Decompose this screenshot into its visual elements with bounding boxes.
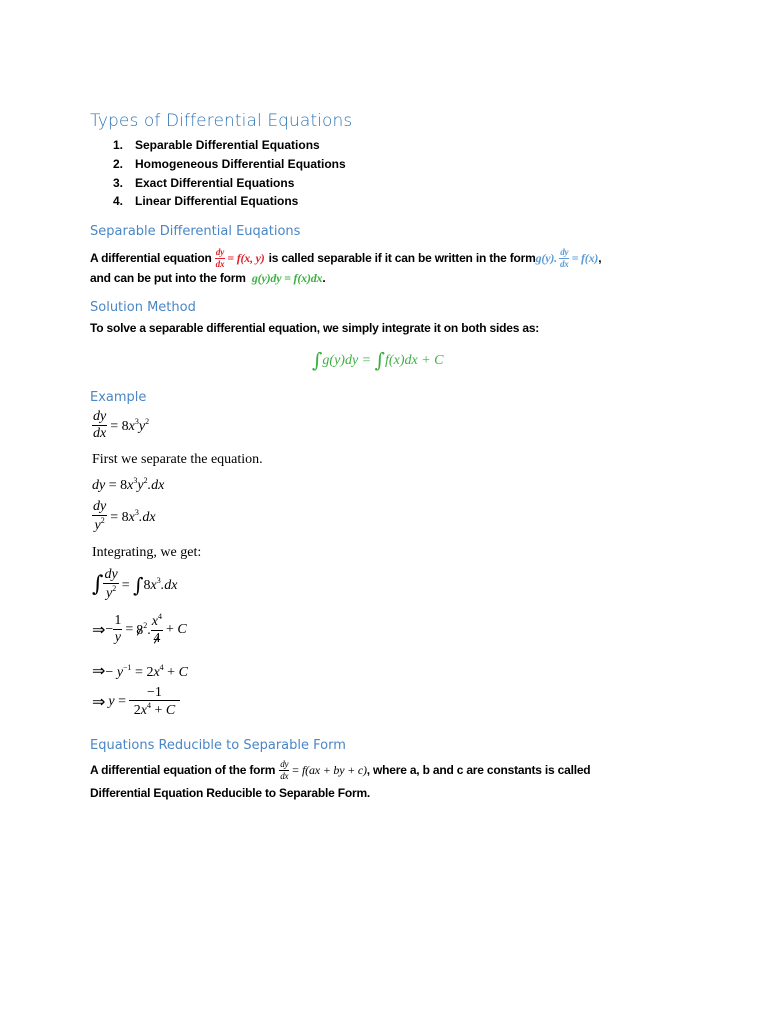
list-item bbox=[113, 176, 294, 190]
definition-text: A differential equation of the form bbox=[90, 763, 276, 777]
solution-text: To solve a separable differential equation, we simply integrate it on both sides as: bbox=[90, 321, 540, 335]
example-equation-6: ⇒− $y^{-1} = 2x^4 + C$ bbox=[92, 663, 188, 680]
section-heading-solution: Solution Method bbox=[90, 300, 196, 315]
section-heading-separable: Separable Differential Euqations bbox=[90, 224, 301, 239]
integral-formula: ∫g(y)dy = ∫f(x)dx + C bbox=[312, 348, 444, 372]
definition-text: is called separable if it can be written in the form bbox=[268, 251, 536, 265]
math-g-y-dy-equals-f-x-dx: g(y)dy = f(x)dx bbox=[251, 271, 323, 285]
period: . bbox=[322, 271, 326, 285]
section-heading-example: Example bbox=[90, 390, 147, 405]
list-label: Exact Differential Equations bbox=[135, 176, 295, 190]
list-number: 2. bbox=[113, 157, 124, 171]
list-label: Linear Differential Equations bbox=[135, 194, 299, 208]
list-number: 1. bbox=[113, 138, 124, 152]
list-number: 3. bbox=[113, 176, 124, 190]
example-equation-7: ⇒ y = $\frac{-1}{2x^4 + C}$ bbox=[92, 686, 180, 718]
definition-text: and can be put into the form bbox=[90, 271, 246, 285]
reducible-definition-line bbox=[90, 757, 590, 783]
section-heading-reducible: Equations Reducible to Separable Form bbox=[90, 738, 346, 753]
definition-text: , where a, b and c are constants is called bbox=[366, 763, 591, 777]
list-number: 4. bbox=[113, 194, 124, 208]
reducible-definition-line-2: Differential Equation Reducible to Separable Form. bbox=[90, 786, 371, 800]
example-equation-5: ⇒ − $\frac{1}{y}$ = $8^2$. $\frac{x^4}{4}$ + C bbox=[92, 612, 187, 646]
math-g-y-dy-dx-equals-f-x: g(y). $\frac{dy}{dx}$ = f(x) bbox=[535, 246, 599, 269]
separable-definition-line: A differential equation $\frac{dy}{dx}$ = f(x, y) is called separable if it can be written in the form g(y). $\frac{dy}{dx}$ = f(x) , bbox=[90, 246, 602, 269]
math-dy-dx-equals-f: $\frac{dy}{dx}$ = f(x, y) bbox=[215, 246, 265, 269]
page-title: Types of Differential Equations bbox=[90, 111, 353, 131]
separable-form-line bbox=[90, 271, 326, 286]
math-dy-dx-equals-f-ax-by-c: $\frac{dy}{dx}$ = f(ax + by + c) bbox=[280, 758, 367, 781]
list-item bbox=[113, 138, 320, 152]
list-item bbox=[113, 194, 298, 208]
example-equation-3: $\frac{dy}{y^2}$ = $8x^3.dx$ bbox=[93, 499, 156, 533]
example-equation-1: $\frac{dy}{dx}$ = $8x^3y^2$ bbox=[93, 409, 150, 441]
list-item bbox=[113, 157, 346, 171]
example-step-text-1: First we separate the equation. bbox=[92, 452, 263, 467]
list-label: Separable Differential Equations bbox=[135, 138, 320, 152]
example-equation-4: ∫ $\frac{dy}{y^2}$ = $\int 8x^3.dx$ bbox=[92, 567, 178, 601]
definition-text: A differential equation bbox=[90, 251, 212, 265]
example-step-text-2: Integrating, we get: bbox=[92, 545, 202, 560]
example-equation-2: dy = $8x^3y^2.dx$ bbox=[92, 476, 165, 493]
list-label: Homogeneous Differential Equations bbox=[135, 157, 346, 171]
